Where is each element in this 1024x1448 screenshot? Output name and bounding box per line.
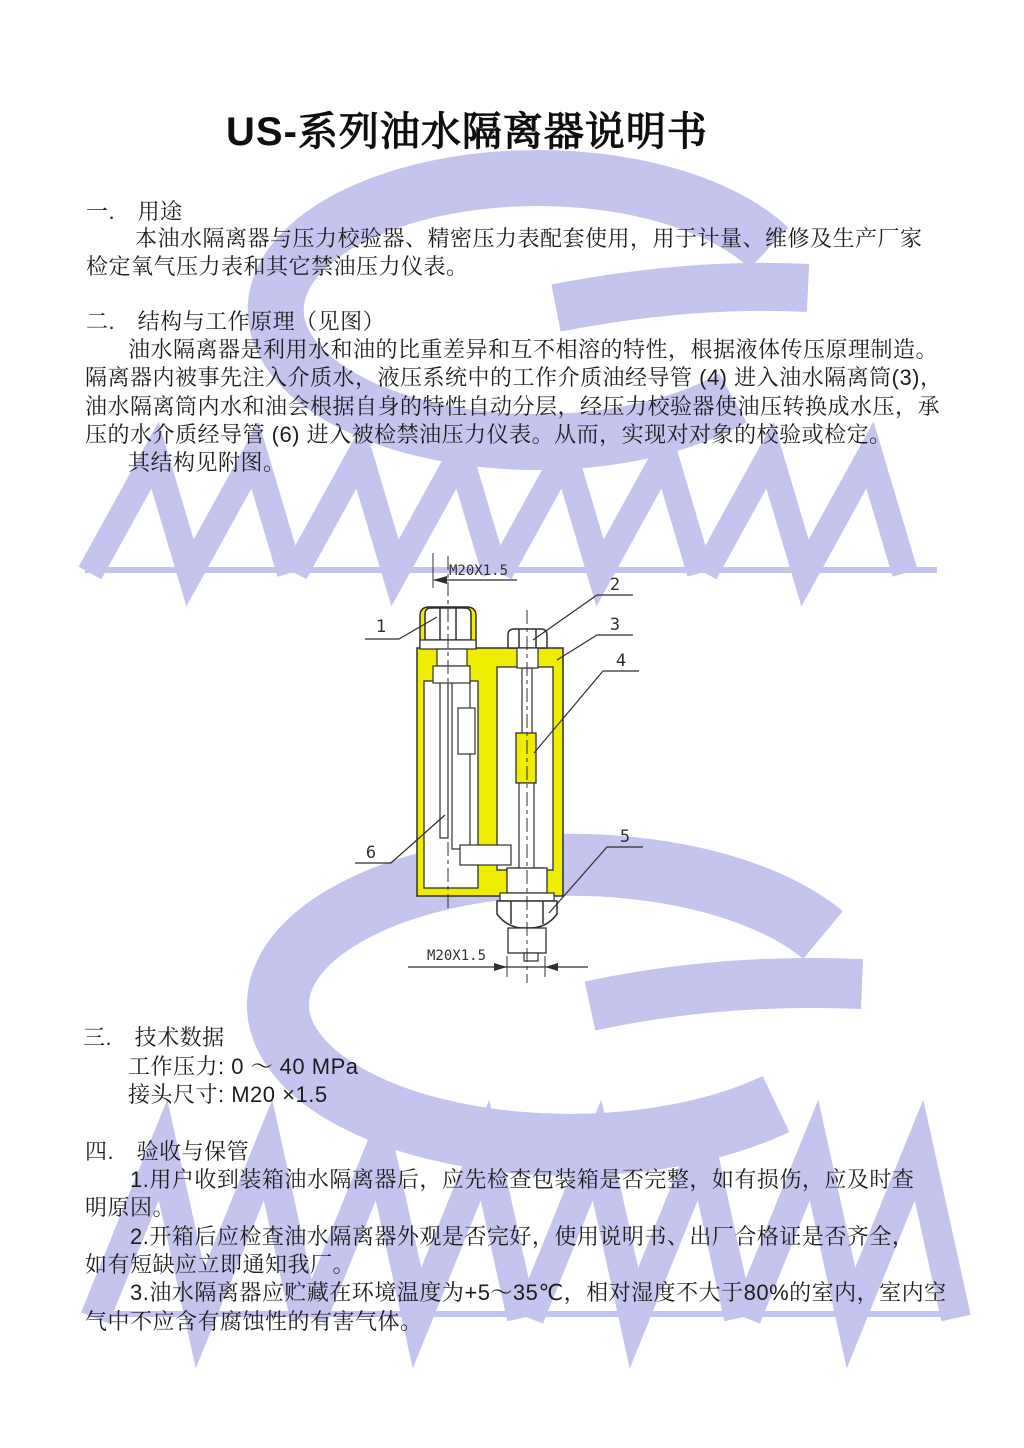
section-4-line: 2.开箱后应检查油水隔离器外观是否完好，使用说明书、出厂合格证是否齐全， <box>130 1224 915 1249</box>
part-label-1: 1 <box>375 617 387 637</box>
section-2-heading: 二. 结构与工作原理（见图） <box>86 309 386 334</box>
section-4-heading: 四. 验收与保管 <box>85 1139 250 1164</box>
section-2-line: 隔离器内被事先注入介质水，液压系统中的工作介质油经导管 (4) 进入油水隔离筒(3)， <box>85 365 943 390</box>
arrowhead <box>433 576 447 584</box>
top-left-stem-lower <box>433 666 470 683</box>
section-4-line: 1.用户收到装箱油水隔离器后，应先检查包装箱是否完整，如有损伤，应及时查 <box>130 1167 915 1192</box>
page-title: US-系列油水隔离器说明书 <box>226 110 708 154</box>
section-4-line: 气中不应含有腐蚀性的有害气体。 <box>85 1309 423 1334</box>
section-3-line: 接头尺寸: M20 ×1.5 <box>128 1082 328 1107</box>
oil-tube-4 <box>516 733 536 783</box>
part-label-5: 5 <box>619 827 631 847</box>
part-label-2: 2 <box>609 575 621 595</box>
part-label-4: 4 <box>615 651 627 671</box>
section-2-line: 其结构见附图。 <box>128 450 286 475</box>
section-3-line: 工作压力: 0 ～ 40 MPa <box>128 1054 359 1079</box>
section-2-line: 油水隔离筒内水和油会根据自身的特性自动分层，经压力校验器使油压转换成水压，承 <box>85 394 941 419</box>
separator-cross-section-diagram <box>336 540 706 1000</box>
section-1-line: 本油水隔离器与压力校验器、精密压力表配套使用，用于计量、维修及生产厂家 <box>135 226 923 251</box>
arrowhead <box>545 963 558 971</box>
logo-g-crossbar <box>556 287 808 308</box>
section-1-heading: 一. 用途 <box>86 199 183 224</box>
part-label-3: 3 <box>609 615 621 635</box>
bottom-tip <box>524 953 538 961</box>
top-left-stem <box>437 649 467 666</box>
section-4-line: 明原因。 <box>85 1195 176 1220</box>
dim-label-top: M20X1.5 <box>449 563 509 579</box>
l-tube-vertical <box>452 681 470 849</box>
section-4-line: 3.油水隔离器应贮藏在环境温度为+5～35℃，相对湿度不大于80%的室内，室内空 <box>130 1280 947 1305</box>
dim-label-bottom: M20X1.5 <box>427 948 487 964</box>
part-label-6: 6 <box>365 843 377 863</box>
water-tube-6 <box>440 662 448 838</box>
l-tube-horizontal <box>460 845 511 865</box>
section-2-line: 压的水介质经导管 (6) 进入被检禁油压力仪表。从而，实现对对象的校验或检定。 <box>85 422 892 447</box>
section-2-line: 油水隔离器是利用水和油的比重差异和互不相溶的特性，根据液体传压原理制造。 <box>128 337 939 362</box>
arrowhead <box>494 963 507 971</box>
section-4-line: 如有短缺应立即通知我厂。 <box>85 1252 356 1277</box>
section-3-heading: 三. 技术数据 <box>83 1025 225 1050</box>
logo-m-icon <box>705 455 905 573</box>
tube-sleeve <box>458 708 475 754</box>
section-1-line: 检定氧气压力表和其它禁油压力仪表。 <box>86 254 469 279</box>
